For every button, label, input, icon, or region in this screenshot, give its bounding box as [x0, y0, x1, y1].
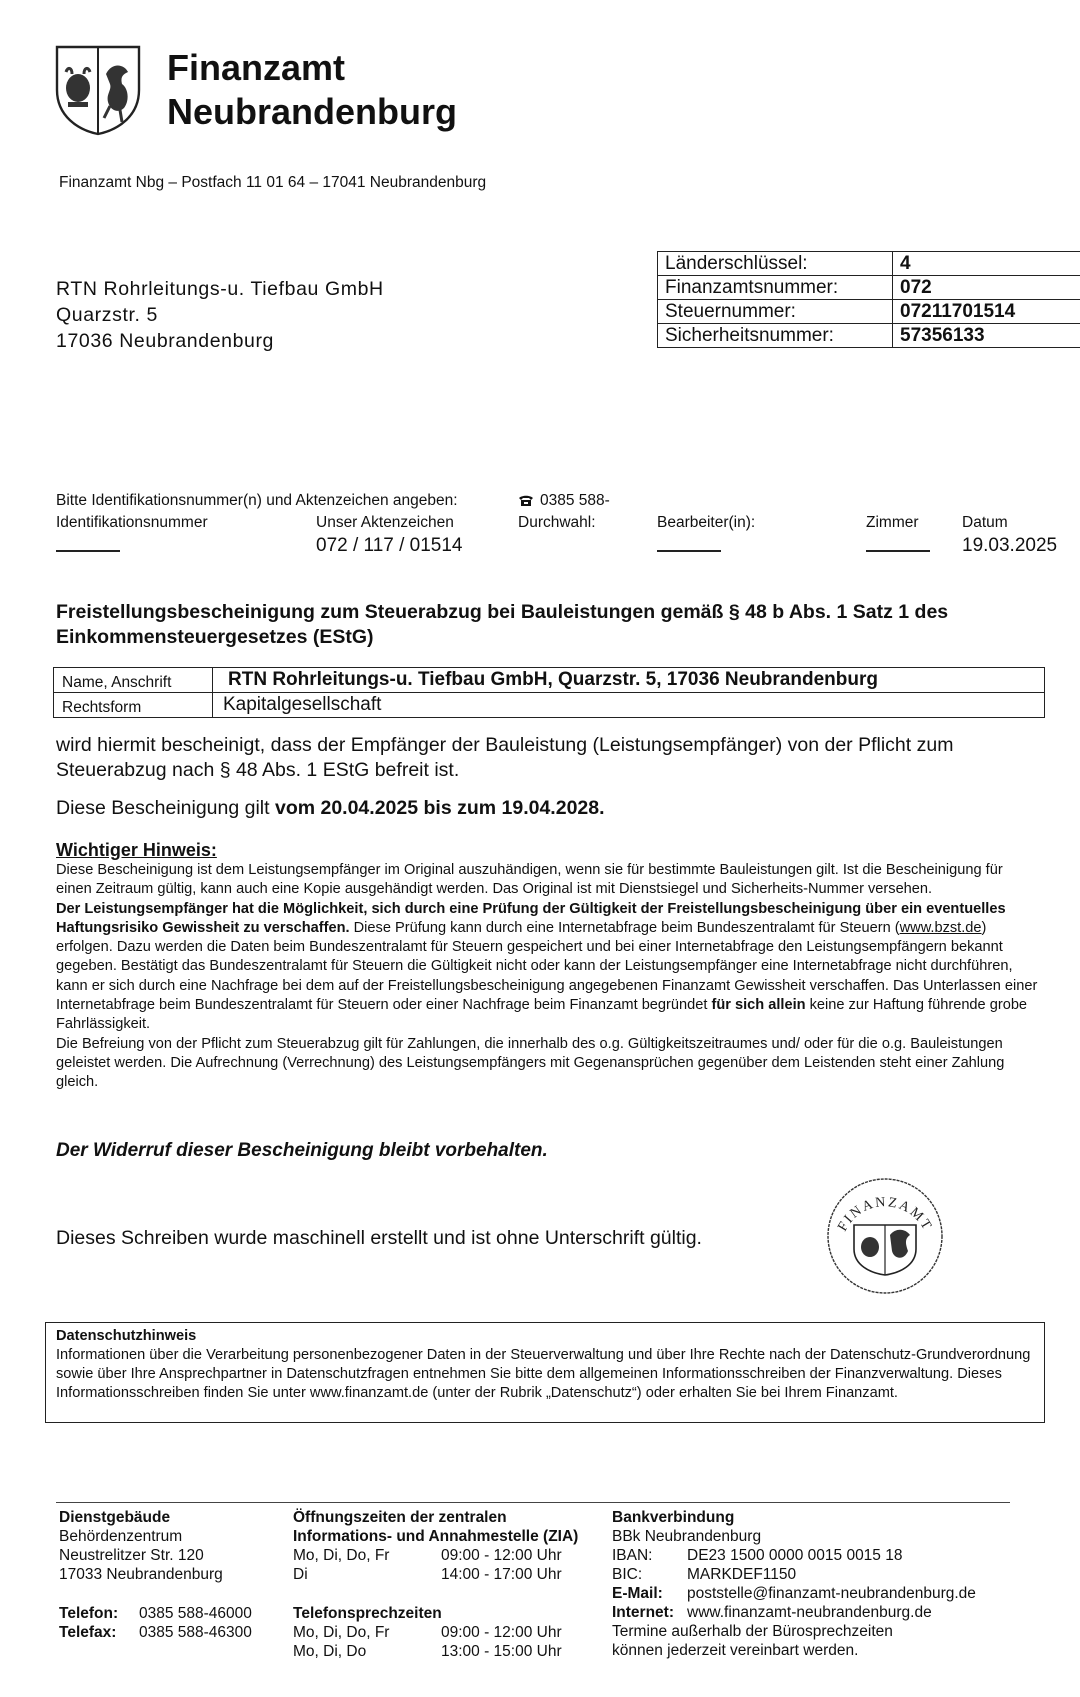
appointment-line: können jederzeit vereinbart werden. [612, 1642, 859, 1659]
office-name [167, 46, 457, 134]
notice-bold-sentence: Der Leistungsempfänger hat die Möglichkeit, sich durch eine Prüfung der Gültigkeit der Freistellungsbescheinigung über ein eventuelles Haftungsrisiko Gewissheit zu verschaffen. [56, 900, 1006, 936]
hours-time: 14:00 - 17:00 Uhr [441, 1566, 562, 1583]
legal-form-label: Rechtsform [54, 693, 213, 718]
building-line: 17033 Neubrandenburg [59, 1566, 223, 1583]
important-notice-heading: Wichtiger Hinweis: [56, 840, 217, 860]
footer-opening-hours [293, 1508, 578, 1584]
revocation-notice: Der Widerruf dieser Bescheinigung bleibt vorbehalten. [56, 1140, 548, 1161]
name-address-value: RTN Rohrleitungs-u. Tiefbau GmbH, Quarzstr. 5, 17036 Neubrandenburg [213, 668, 1045, 693]
footer-building [59, 1508, 223, 1584]
tax-id-value: 57356133 [893, 324, 1080, 348]
name-address-label: Name, Anschrift [54, 668, 213, 693]
certificate-table [53, 667, 1045, 718]
identification-number-label: Identifikationsnummer [56, 514, 208, 531]
clerk-label: Bearbeiter(in): [657, 514, 756, 531]
office-name-line2: Neubrandenburg [167, 91, 458, 132]
file-number-label: Unser Aktenzeichen [316, 514, 454, 531]
hours-days: Di [293, 1566, 308, 1583]
internet-value[interactable]: www.finanzamt-neubrandenburg.de [687, 1604, 932, 1621]
internet-label: Internet: [612, 1604, 674, 1621]
footer-phone-hours [293, 1604, 562, 1661]
appointment-line: Termine außerhalb der Bürosprechzeiten [612, 1623, 893, 1640]
certificate-row [54, 693, 1045, 718]
recipient-city: 17036 Neubrandenburg [56, 330, 275, 352]
coat-of-arms-logo [54, 44, 142, 136]
legal-form-value: Kapitalgesellschaft [213, 693, 1045, 718]
hours-time: 09:00 - 12:00 Uhr [441, 1547, 562, 1564]
tax-id-label: Sicherheitsnummer: [658, 324, 893, 348]
certificate-row [54, 668, 1045, 693]
date-value: 19.03.2025 [962, 535, 1058, 556]
notice-paragraph-2 [56, 900, 1041, 1035]
building-heading: Dienstgebäude [59, 1509, 171, 1526]
hours-days: Mo, Di, Do, Fr [293, 1624, 390, 1641]
building-line: Neustrelitzer Str. 120 [59, 1547, 204, 1564]
telephone-icon [518, 495, 534, 506]
notice-paragraph-3: Die Befreiung von der Pflicht zum Steuerabzug gilt für Zahlungen, die innerhalb des o.g. Gültigkeitszeitraumes und/ oder für die o.g. Bauleistungen geleistet werden. Die Aufrechnung (Verrechnung) des Leistungsempfängers mit Gegenansprüchen gegenüber dem Leistenden steht einer Zahlung gleich. [56, 1035, 1005, 1091]
tax-id-row [658, 276, 1080, 300]
validity-period: vom 20.04.2025 bis zum 19.04.2028. [274, 797, 605, 819]
bank-heading: Bankverbindung [612, 1509, 735, 1526]
phone-prefix [518, 492, 610, 510]
tax-id-label: Finanzamtsnummer: [658, 276, 893, 300]
notice-text-part: keine zur Haftung führende grobe Fahrlässigkeit. [56, 997, 1028, 1033]
hours-days: Mo, Di, Do [293, 1643, 367, 1660]
bic-label: BIC: [612, 1566, 643, 1583]
privacy-notice-box [45, 1322, 1045, 1423]
recipient-street: Quarzstr. 5 [56, 304, 158, 326]
tax-id-value: 4 [893, 252, 1080, 276]
bic-value: MARKDEF1150 [687, 1566, 797, 1583]
hours-days: Mo, Di, Do, Fr [293, 1547, 390, 1564]
hours-time: 13:00 - 15:00 Uhr [441, 1643, 562, 1660]
footer-bank [612, 1508, 976, 1660]
phone-value: 0385 588-46000 [139, 1605, 252, 1622]
privacy-text: Informationen über die Verarbeitung personenbezogener Daten in der Steuerverwaltung und über Ihre Rechte nach der Datenschutz-Grundverordnung sowie über Ihre Ansprechpartner in Datenschutzfragen entnehmen Sie bitte dem allgemeinen Informationsschreiben der Finanzverwaltung. Dieses Informationsschreiben finden Sie unter www.finanzamt.de (unter der Rubrik „Datenschutz“) oder erhalten Sie bei Ihrem Finanzamt. [56, 1347, 1031, 1401]
footer-divider [56, 1502, 1010, 1503]
room-label: Zimmer [866, 514, 919, 531]
exemption-statement: wird hiermit bescheinigt, dass der Empfänger der Bauleistung (Leistungsempfänger) von der Pflicht zum Steuerabzug nach § 48 Abs. 1 EStG befreit ist. [56, 734, 954, 781]
tax-id-label: Länderschlüssel: [658, 252, 893, 276]
identification-instruction: Bitte Identifikationsnummer(n) und Aktenzeichen angeben: [56, 492, 458, 509]
phone-label: Telefon: [59, 1605, 119, 1622]
building-line: Behördenzentrum [59, 1528, 183, 1545]
notice-text-part: ) erfolgen. Dazu werden die Daten beim Bundeszentralamt für Steuern gespeichert und bei einer Internetabfrage den Leistungsempfängern bekannt gegeben. Bestätigt das Bundeszentralamt für Steuern die Gültigkeit nicht oder kann der Leistungsempfänger eine Internetabfrage nicht durchführen, kann er sich durch eine Nachfrage bei dem auf der Freistellungsbescheinigung angegebenen Finanzamt Gewissheit verschaffen. Das Unterlassen einer Internetabfrage beim Bundeszentralamt für Steuern oder einer Nachfrage beim Finanzamt begründet [56, 919, 1038, 1014]
bzst-link[interactable]: www.bzst.de [899, 919, 982, 936]
iban-value: DE23 1500 0000 0015 0015 18 [687, 1547, 903, 1564]
file-number-value: 072 / 117 / 01514 [316, 535, 463, 556]
official-seal-stamp [824, 1175, 946, 1297]
notice-bold-phrase: für sich allein [711, 997, 806, 1014]
privacy-heading: Datenschutzhinweis [56, 1328, 197, 1344]
validity-prefix: Diese Bescheinigung gilt [56, 797, 275, 819]
tax-id-table [657, 251, 1080, 348]
notice-text-part: Diese Prüfung kann durch eine Internetabfrage beim Bundeszentralamt für Steuern ( [349, 919, 900, 936]
phone-hours-heading: Telefonsprechzeiten [293, 1605, 442, 1622]
bank-name: BBk Neubrandenburg [612, 1528, 762, 1545]
clerk-placeholder [657, 550, 721, 552]
fax-label: Telefax: [59, 1624, 117, 1641]
sender-address-line: Finanzamt Nbg – Postfach 11 01 64 – 17041 Neubrandenburg [59, 174, 487, 191]
tax-id-row [658, 324, 1080, 348]
office-name-line1: Finanzamt [167, 47, 346, 88]
iban-label: IBAN: [612, 1547, 653, 1564]
tax-id-value: 07211701514 [893, 300, 1080, 324]
footer-contact [59, 1604, 252, 1642]
tax-id-label: Steuernummer: [658, 300, 893, 324]
tax-id-row [658, 300, 1080, 324]
date-label: Datum [962, 514, 1008, 531]
machine-generated-note: Dieses Schreiben wurde maschinell erstellt und ist ohne Unterschrift gültig. [56, 1227, 702, 1249]
recipient-name: RTN Rohrleitungs-u. Tiefbau GmbH [56, 278, 384, 300]
tax-id-value: 072 [893, 276, 1080, 300]
tax-id-row [658, 252, 1080, 276]
extension-label: Durchwahl: [518, 514, 596, 531]
hours-time: 09:00 - 12:00 Uhr [441, 1624, 562, 1641]
validity-statement [56, 797, 605, 820]
room-placeholder [866, 550, 930, 552]
recipient-address [56, 276, 384, 354]
seal-text: FINANZAMT [835, 1195, 935, 1235]
document-title: Freistellungsbescheinigung zum Steuerabzug bei Bauleistungen gemäß § 48 b Abs. 1 Satz 1 des Einkommensteuergesetzes (EStG) [56, 601, 949, 648]
identification-number-placeholder [56, 550, 120, 552]
hours-heading: Öffnungszeiten der zentralen [293, 1509, 507, 1526]
email-value[interactable]: poststelle@finanzamt-neubrandenburg.de [687, 1585, 976, 1602]
important-notice-text [56, 861, 1041, 1093]
phone-prefix-value: 0385 588- [540, 492, 610, 509]
email-label: E-Mail: [612, 1585, 663, 1602]
notice-paragraph-1: Diese Bescheinigung ist dem Leistungsempfänger im Original auszuhändigen, wenn sie für bestimmte Bauleistungen gilt. Ist die Bescheinigung für einen Zeitraum gültig, kann auch eine Kopie ausgehändigt werden. Das Original ist mit Dienstsiegel und Sicherheits-Nummer versehen. [56, 862, 1003, 898]
hours-heading: Informations- und Annahmestelle (ZIA) [293, 1528, 579, 1545]
fax-value: 0385 588-46300 [139, 1624, 252, 1641]
